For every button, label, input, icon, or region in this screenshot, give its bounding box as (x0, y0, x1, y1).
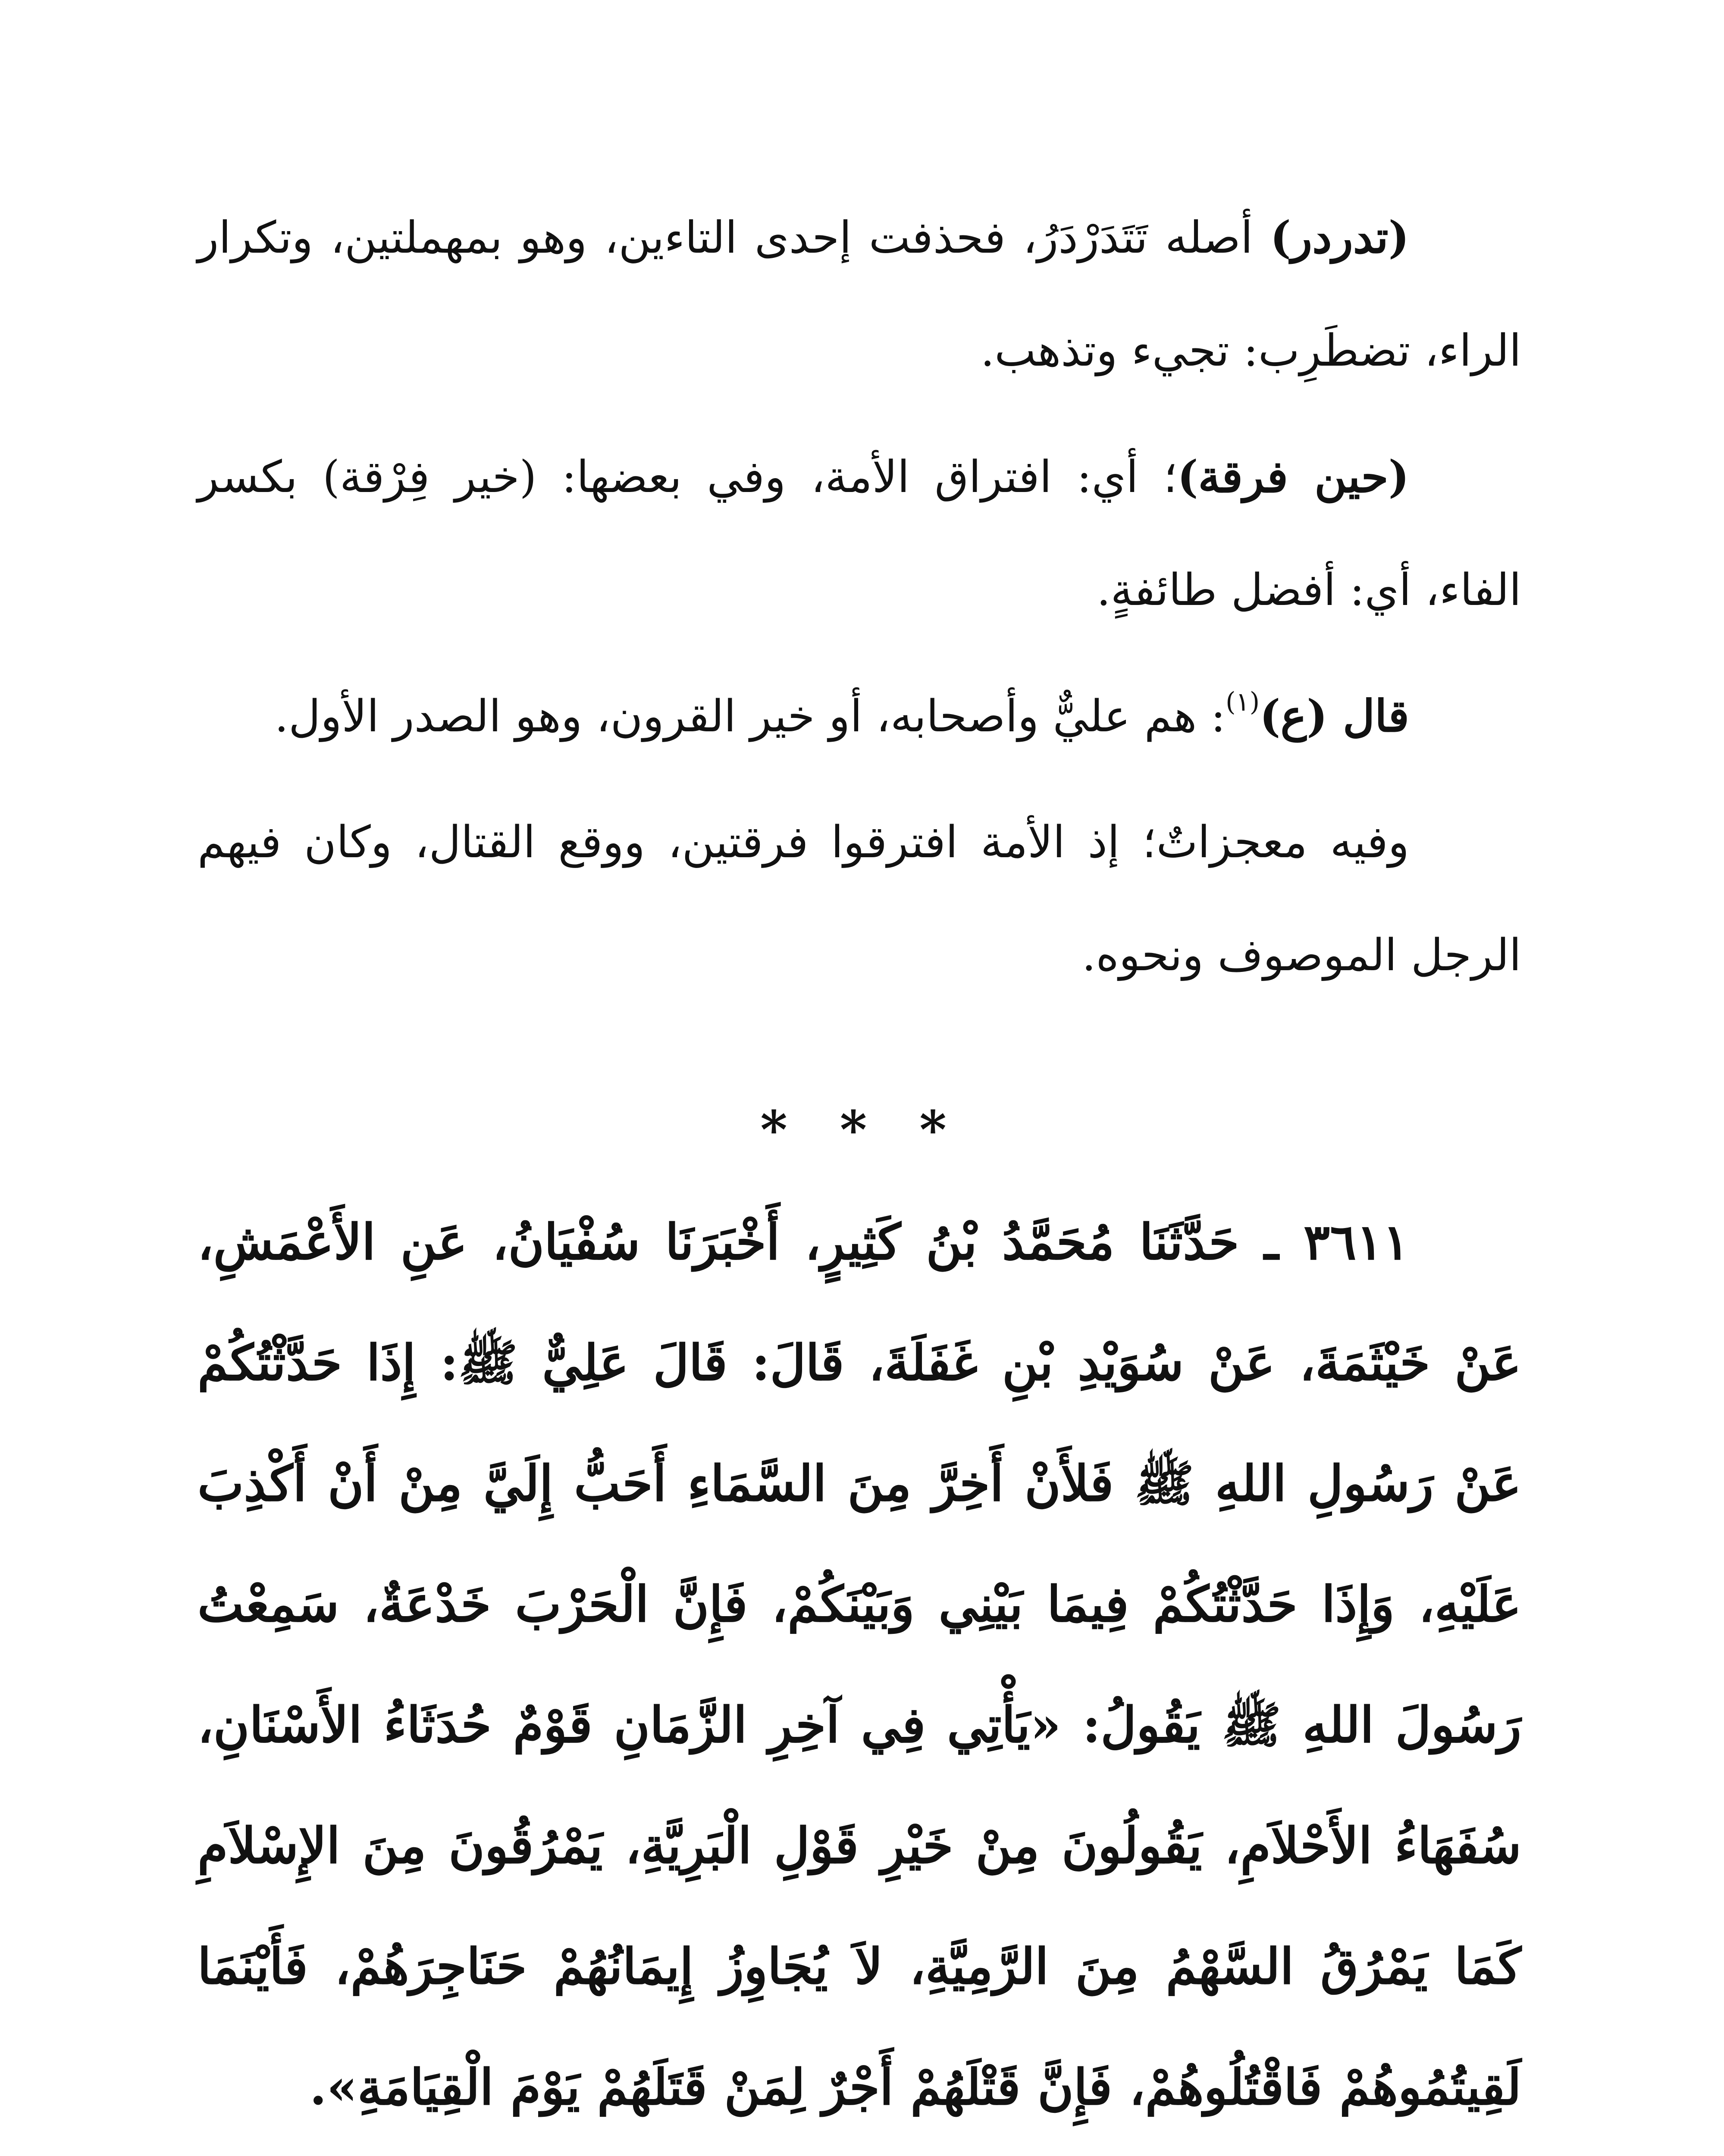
commentary-term: (تدردر) (1270, 212, 1409, 263)
commentary-paragraph (197, 786, 1521, 1012)
commentary-term: قال (ع) (1260, 690, 1409, 742)
footnote-reference: (١) (1226, 687, 1260, 717)
commentary-text: : هم عليٌّ وأصحابه، أو خير القرون، وهو الصدر الأول. (274, 691, 1226, 742)
commentary-text: أصله تَتَدَرْدَرُ، فحذفت إحدى التاءين، وهو بمهملتين، وتكرار الراء، تضطَرِب: تجيء وتذهب. (197, 212, 1521, 376)
hadith-text: ٣٦١١ ـ حَدَّثَنَا مُحَمَّدُ بْنُ كَثِيرٍ، أَخْبَرَنَا سُفْيَانُ، عَنِ الأَعْمَشِ، عَنْ خَيْثَمَةَ، عَنْ سُوَيْدِ بْنِ غَفَلَةَ، قَالَ: قَالَ عَلِيٌّ ﷺ: إِذَا حَدَّثْتُكُمْ عَنْ رَسُولِ اللهِ ﷺ فَلأَنْ أَخِرَّ مِنَ السَّمَاءِ أَحَبُّ إِلَيَّ مِنْ أَنْ أَكْذِبَ عَلَيْهِ، وَإِذَا حَدَّثْتُكُمْ فِيمَا بَيْنِي وَبَيْنَكُمْ، فَإِنَّ الْحَرْبَ خَدْعَةٌ، سَمِعْتُ رَسُولَ اللهِ ﷺ يَقُولُ: «يَأْتِي فِي آخِرِ الزَّمَانِ قَوْمٌ حُدَثَاءُ الأَسْنَانِ، سُفَهَاءُ الأَحْلاَمِ، يَقُولُونَ مِنْ خَيْرِ قَوْلِ الْبَرِيَّةِ، يَمْرُقُونَ مِنَ الإِسْلاَمِ كَمَا يَمْرُقُ السَّهْمُ مِنَ الرَّمِيَّةِ، لاَ يُجَاوِزُ إِيمَانُهُمْ حَنَاجِرَهُمْ، فَأَيْنَمَا لَقِيتُمُوهُمْ فَاقْتُلُوهُمْ، فَإِنَّ قَتْلَهُمْ أَجْرٌ لِمَنْ قَتَلَهُمْ يَوْمَ الْقِيَامَةِ». (197, 1213, 1521, 2116)
section-separator: * * * (760, 1100, 964, 1160)
commentary-text: ؛ أي: افتراق الأمة، وفي بعضها: (خير فِرْقة) بكسر الفاء، أي: أفضل طائفةٍ. (197, 451, 1521, 616)
commentary-text: وفيه معجزاتٌ؛ إذ الأمة افترقوا فرقتين، ووقع القتال، وكان فيهم الرجل الموصوف ونحوه. (197, 817, 1521, 981)
commentary-paragraph (197, 420, 1521, 647)
commentary-term: (حين فرقة) (1177, 451, 1409, 503)
commentary-paragraph (197, 181, 1521, 407)
commentary-paragraph (197, 660, 1521, 773)
commentary-section (197, 181, 1521, 1025)
hadith-section (197, 1181, 1521, 2147)
